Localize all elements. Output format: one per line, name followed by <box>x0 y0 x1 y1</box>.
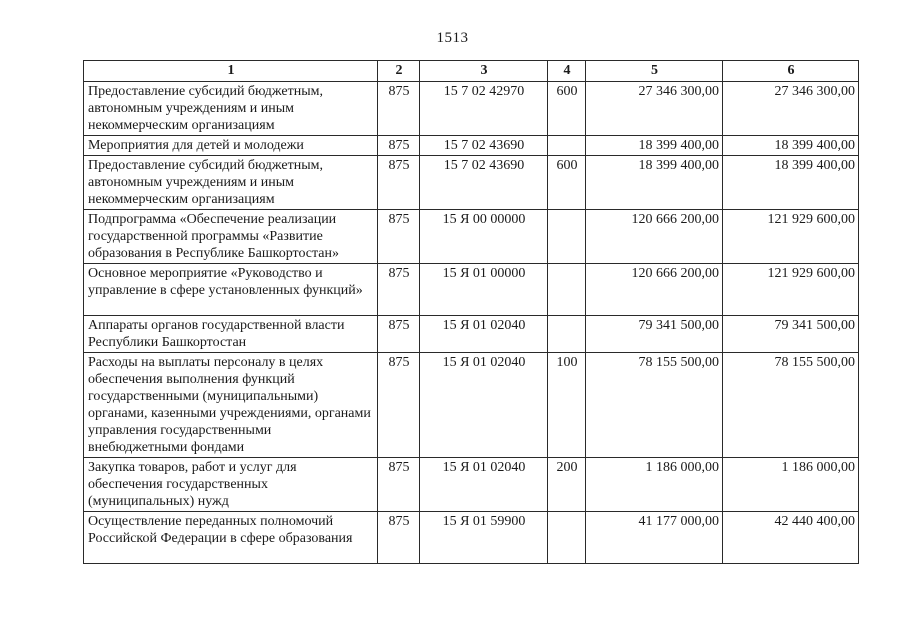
row-code: 875 <box>378 512 420 564</box>
row-code: 875 <box>378 353 420 458</box>
row-sum-2: 1 186 000,00 <box>723 458 859 512</box>
row-article: 15 7 02 43690 <box>420 136 548 156</box>
row-sum-1: 1 186 000,00 <box>586 458 723 512</box>
column-header-4: 4 <box>548 61 586 82</box>
row-sum-1: 79 341 500,00 <box>586 316 723 353</box>
page-number: 1513 <box>436 30 469 46</box>
row-article: 15 7 02 42970 <box>420 82 548 136</box>
table-row <box>84 316 859 353</box>
row-type: 600 <box>548 156 586 210</box>
row-sum-2: 27 346 300,00 <box>723 82 859 136</box>
table-row <box>84 353 859 458</box>
row-type <box>548 136 586 156</box>
row-type <box>548 210 586 264</box>
row-article: 15 Я 01 02040 <box>420 316 548 353</box>
row-name: Закупка товаров, работ и услуг для обеспечения государственных (муниципальных) нужд <box>84 458 378 512</box>
row-article: 15 Я 01 02040 <box>420 353 548 458</box>
budget-table <box>83 60 859 564</box>
row-sum-1: 78 155 500,00 <box>586 353 723 458</box>
row-code: 875 <box>378 82 420 136</box>
table-row <box>84 156 859 210</box>
row-code: 875 <box>378 458 420 512</box>
row-code: 875 <box>378 316 420 353</box>
row-type: 200 <box>548 458 586 512</box>
row-name: Расходы на выплаты персоналу в целях обеспечения выполнения функций государственными (муниципальными) органами, казенными учреждениями, органами управления государственными внебюджетными фондами <box>84 353 378 458</box>
table-row <box>84 210 859 264</box>
row-sum-2: 79 341 500,00 <box>723 316 859 353</box>
row-type <box>548 512 586 564</box>
row-sum-2: 18 399 400,00 <box>723 136 859 156</box>
row-code: 875 <box>378 210 420 264</box>
row-name: Предоставление субсидий бюджетным, автономным учреждениям и иным некоммерческим организациям <box>84 82 378 136</box>
row-sum-2: 18 399 400,00 <box>723 156 859 210</box>
row-name: Подпрограмма «Обеспечение реализации государственной программы «Развитие образования в Республике Башкортостан» <box>84 210 378 264</box>
column-header-3: 3 <box>420 61 548 82</box>
row-sum-2: 121 929 600,00 <box>723 210 859 264</box>
row-article: 15 7 02 43690 <box>420 156 548 210</box>
row-name: Основное мероприятие «Руководство и управление в сфере установленных функций» <box>84 264 378 316</box>
table-row <box>84 512 859 564</box>
row-article: 15 Я 01 59900 <box>420 512 548 564</box>
row-sum-1: 120 666 200,00 <box>586 210 723 264</box>
row-article: 15 Я 00 00000 <box>420 210 548 264</box>
row-name: Осуществление переданных полномочий Российской Федерации в сфере образования <box>84 512 378 564</box>
row-sum-1: 27 346 300,00 <box>586 82 723 136</box>
table-row <box>84 264 859 316</box>
header-row <box>84 61 859 82</box>
row-name: Мероприятия для детей и молодежи <box>84 136 378 156</box>
row-sum-2: 121 929 600,00 <box>723 264 859 316</box>
row-sum-2: 78 155 500,00 <box>723 353 859 458</box>
row-name: Аппараты органов государственной власти Республики Башкортостан <box>84 316 378 353</box>
table-row <box>84 458 859 512</box>
table-row <box>84 136 859 156</box>
row-article: 15 Я 01 00000 <box>420 264 548 316</box>
row-sum-1: 18 399 400,00 <box>586 136 723 156</box>
row-sum-1: 41 177 000,00 <box>586 512 723 564</box>
row-sum-2: 42 440 400,00 <box>723 512 859 564</box>
row-code: 875 <box>378 264 420 316</box>
row-code: 875 <box>378 156 420 210</box>
row-type: 100 <box>548 353 586 458</box>
column-header-1: 1 <box>84 61 378 82</box>
row-name: Предоставление субсидий бюджетным, автономным учреждениям и иным некоммерческим организациям <box>84 156 378 210</box>
column-header-6: 6 <box>723 61 859 82</box>
row-sum-1: 120 666 200,00 <box>586 264 723 316</box>
row-sum-1: 18 399 400,00 <box>586 156 723 210</box>
column-header-2: 2 <box>378 61 420 82</box>
row-article: 15 Я 01 02040 <box>420 458 548 512</box>
row-code: 875 <box>378 136 420 156</box>
table-row <box>84 82 859 136</box>
row-type <box>548 316 586 353</box>
row-type <box>548 264 586 316</box>
column-header-5: 5 <box>586 61 723 82</box>
row-type: 600 <box>548 82 586 136</box>
